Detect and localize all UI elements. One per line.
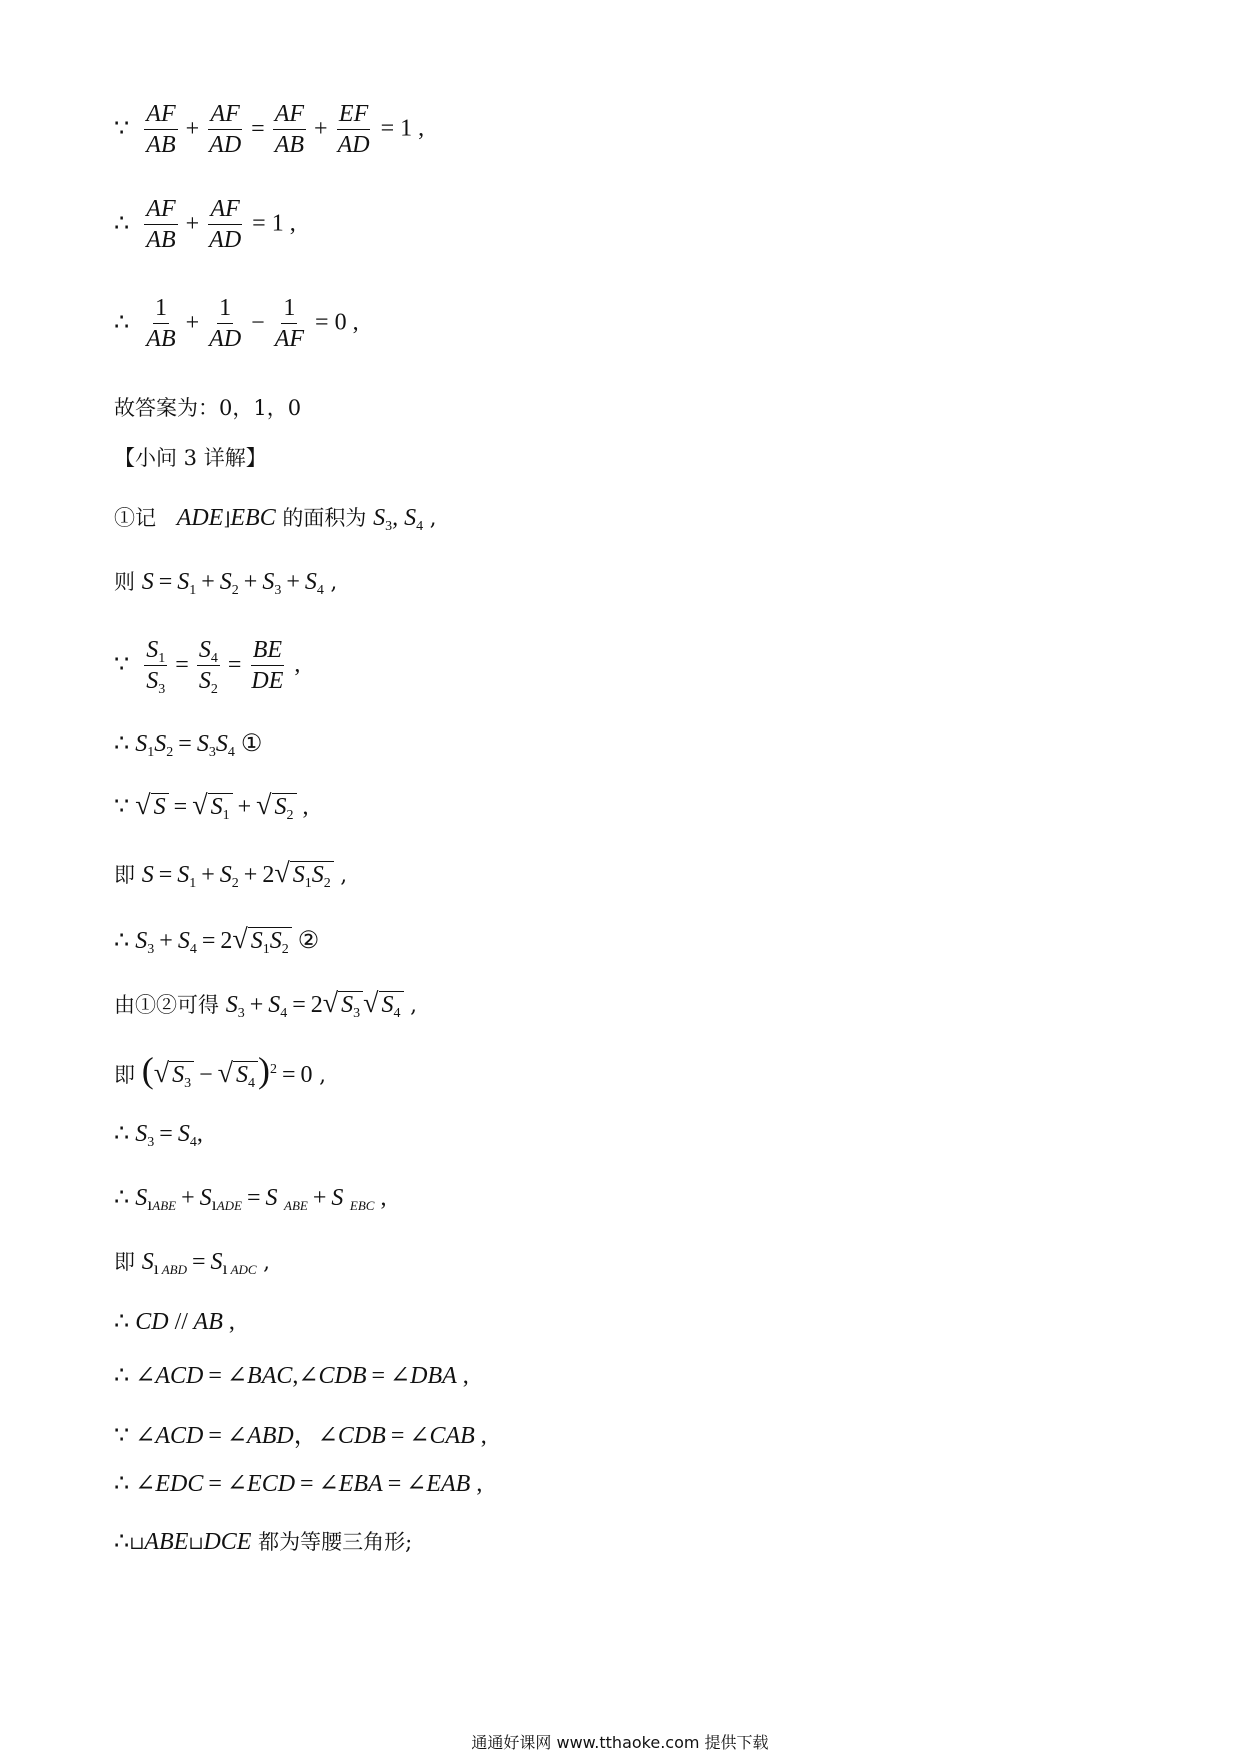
circled-1: ① <box>240 731 263 757</box>
therefore-symbol: ∴ <box>114 210 130 237</box>
equation-line-15: ∴ $S_3 = S_4$, <box>114 1121 203 1150</box>
equation-line-21: ∴ ∠EDC = ∠ECD = ∠EBA = ∠EAB , <box>114 1471 483 1497</box>
equation-line-3: ∴ $\frac{1}{AB}$ + $\frac{1}{AD}$ − $\frac{1}{AF}$ = 0 , <box>114 295 359 353</box>
fraction-af-ab-2: $\frac{AF}{AB}$ <box>274 101 305 159</box>
answer-line: 故答案为：0，1，0 <box>114 396 302 420</box>
line-6-mid: 的面积为 <box>282 506 367 530</box>
equation-line-2: ∴ $\frac{AF}{AB}$ + $\frac{AF}{AD}$ = 1 , <box>114 196 296 254</box>
fraction-af-ad: $\frac{AF}{AD}$ <box>209 101 242 159</box>
equation-line-9: ∴ $S_1S_2 = S_3S_4$ ① <box>114 731 263 760</box>
equation-line-16: ∴ $S_{ıABE} + S_{ıADE} = S$ $_{ABE}$ + S $_{EBC}$ , <box>114 1185 387 1214</box>
page-footer: 通通好课网 www.tthaoke.com 提供下载 <box>471 1733 769 1752</box>
fraction-ef-ad: $\frac{EF}{AD}$ <box>337 101 370 159</box>
line-3-tail: = 0 , <box>315 309 359 336</box>
line-7-prefix: 则 <box>114 570 135 594</box>
equation-line-6: ①记 ADE⌋EBC 的面积为 $S_3$, $S_4$ , <box>114 505 437 534</box>
equation-line-8: ∵ $\frac{S_1}{S_3}$ = $\frac{S_4}{S_2}$ = $\frac{BE}{DE}$ , <box>114 637 301 698</box>
therefore-symbol: ∴ <box>114 309 130 336</box>
equation-line-20: ∵ ∠ACD = ∠ABD，∠CDB = ∠CAB , <box>114 1423 487 1449</box>
circled-2: ② <box>297 928 320 954</box>
section-heading: 【小问 3 详解】 <box>114 446 267 470</box>
fraction-af-ab: $\frac{AF}{AB}$ <box>146 101 176 159</box>
equation-line-22: ∴⊔ABE⊔DCE 都为等腰三角形; <box>114 1529 413 1555</box>
line-2-tail: = 1 , <box>252 210 296 237</box>
equation-line-13: 由①②可得 $S_3 + S_4 = 2$ √ $S_3$ √ $S_4$ , <box>114 988 417 1021</box>
equation-line-7: 则 $S = S_1 + S_2 + S_3 + S_4$ , <box>114 569 338 598</box>
equation-line-17: 即 $S_{ı ABD} = S_{ı ADC}$ , <box>114 1249 270 1278</box>
equation-line-18: ∴ CD // AB , <box>114 1309 235 1335</box>
line-17-prefix: 即 <box>114 1250 135 1274</box>
equation-line-12: ∴ $S_3 + S_4 = 2$ √ $S_1S_2$ ② <box>114 924 320 957</box>
equation-line-11: 即 $S = S_1 + S_2 + 2$ √ $S_1S_2$ , <box>114 858 348 891</box>
line-13-prefix: 由①②可得 <box>114 993 219 1017</box>
line-22-tail: 都为等腰三角形; <box>258 1530 413 1554</box>
equation-line-10: ∵ √ S = √ $S_1$ + √ $S_2$ , <box>114 790 309 823</box>
equation-line-1: ∵ $\frac{AF}{AB}$ + $\frac{AF}{AD}$ = $\frac{AF}{AB}$ + $\frac{EF}{AD}$ = 1 , <box>114 101 425 159</box>
line-1-tail: = 1 , <box>380 115 425 142</box>
line-14-prefix: 即 <box>114 1063 135 1087</box>
equation-line-19: ∴ ∠ACD = ∠BAC,∠CDB = ∠DBA , <box>114 1363 469 1389</box>
line-11-prefix: 即 <box>114 863 135 887</box>
because-symbol: ∵ <box>114 115 130 142</box>
line-6-prefix: ①记 <box>114 506 156 530</box>
equation-line-14: 即 ( √ $S_3$ − √ $S_4$ )$^2$ = 0 , <box>114 1050 326 1091</box>
